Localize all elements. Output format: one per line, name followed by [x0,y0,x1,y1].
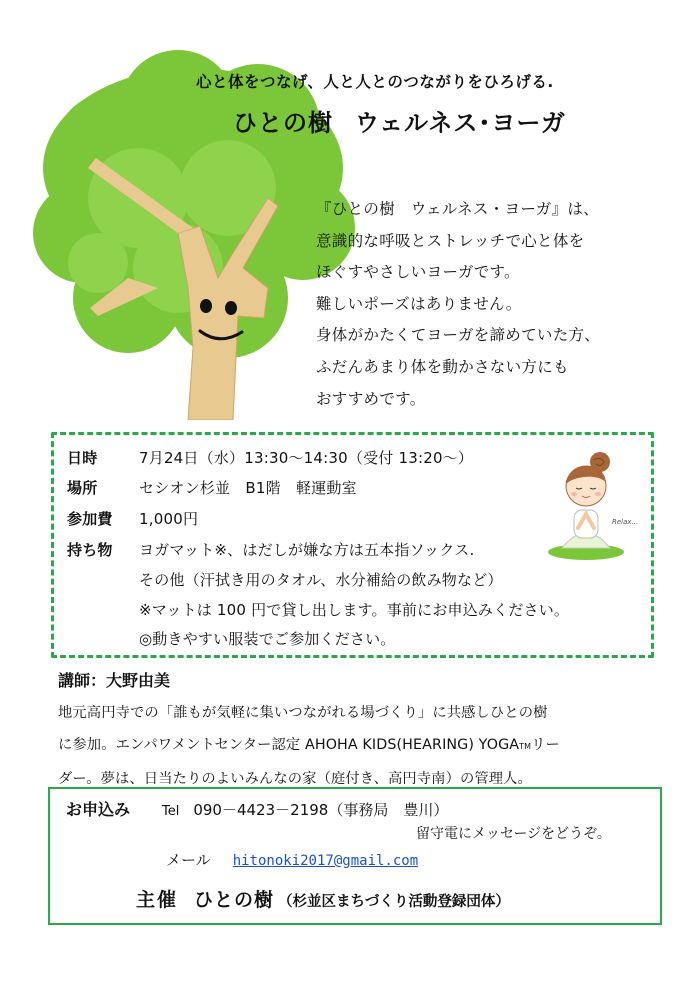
tel-row [162,799,448,820]
host-label: 主催 [136,889,179,911]
relax-text: Relax... [612,518,639,526]
tel-label: Tel [162,804,180,819]
intro-text [316,194,676,415]
intro-line: ふだんあまり体を動かさない方にも [316,357,569,376]
items-label: 持ち物 [67,541,113,559]
intro-line: 『ひとの樹 ウェルネス・ヨーガ』は、 [316,200,600,218]
mail-row [166,849,418,870]
place-value: セシオン杉並 B1階 軽運動室 [139,479,357,497]
host-note: （杉並区まちづくり活動登録団体） [278,894,510,910]
apply-heading: お申込み [66,800,131,819]
yoga-girl-illustration [544,448,654,562]
clothing-note: ◎動きやすい服装でご参加ください。 [139,630,396,648]
tel-value[interactable]: 090－4423－2198（事務局 豊川） [193,801,449,819]
date-row [67,447,473,468]
instructor-bio [58,697,658,795]
intro-line: おすすめです。 [316,389,426,408]
place-row [67,477,357,498]
fee-value: 1,000円 [139,510,199,528]
fee-row [67,508,198,529]
items-extra: その他（汗拭き用のタオル、水分補給の飲み物など） [139,571,503,589]
mail-label: メール [166,851,211,869]
title-left: ひとの樹 [233,109,333,137]
bio-line [58,729,658,763]
bio-line: ダー。夢は、日当たりのよいみんなの家（庭付き、高円寺南）の管理人。 [58,771,532,787]
items-value: ヨガマット※、はだしが嫌な方は五本指ソックス. [139,541,475,559]
bio-line-2: に参加。エンパワメントセンター認定 AHOHA KIDS(HEARING) YOGA [58,737,520,753]
fee-label: 参加費 [67,510,113,528]
application-box [48,787,662,925]
trademark: TM [519,742,532,751]
page-title [233,103,566,138]
organizer [136,885,510,912]
title-right: ウェルネス･ヨーガ [355,109,566,137]
email-link[interactable]: hitonoki2017@gmail.com [232,853,419,869]
bio-line-2-tail: リー [531,737,560,753]
place-label: 場所 [67,479,98,497]
intro-line: ほぐすやさしいヨーガです。 [316,263,520,282]
voicemail-note: 留守電にメッセージをどうぞ。 [416,826,611,842]
tagline: 心と体をつなげ、人と人とのつながりをひろげる. [196,73,554,91]
bio-line: 地元高円寺での「誰もが気軽に集いつながれる場づくり」に共感しひとの樹 [58,705,548,721]
intro-line: 意識的な呼吸とストレッチで心と体を [316,231,585,250]
date-label: 日時 [67,449,98,467]
host-name: ひとの樹 [194,889,275,911]
instructor-heading: 講師：大野由美 [58,671,171,690]
mat-note: ※マットは 100 円で貸し出します。事前にお申込みください。 [139,601,570,619]
items-row [67,539,474,560]
intro-line: 身体がかたくてヨーガを諦めていた方、 [316,326,601,345]
intro-line: 難しいポーズはありません。 [316,294,522,313]
date-value: 7月24日（水）13:30～14:30（受付 13:20～） [139,449,474,467]
